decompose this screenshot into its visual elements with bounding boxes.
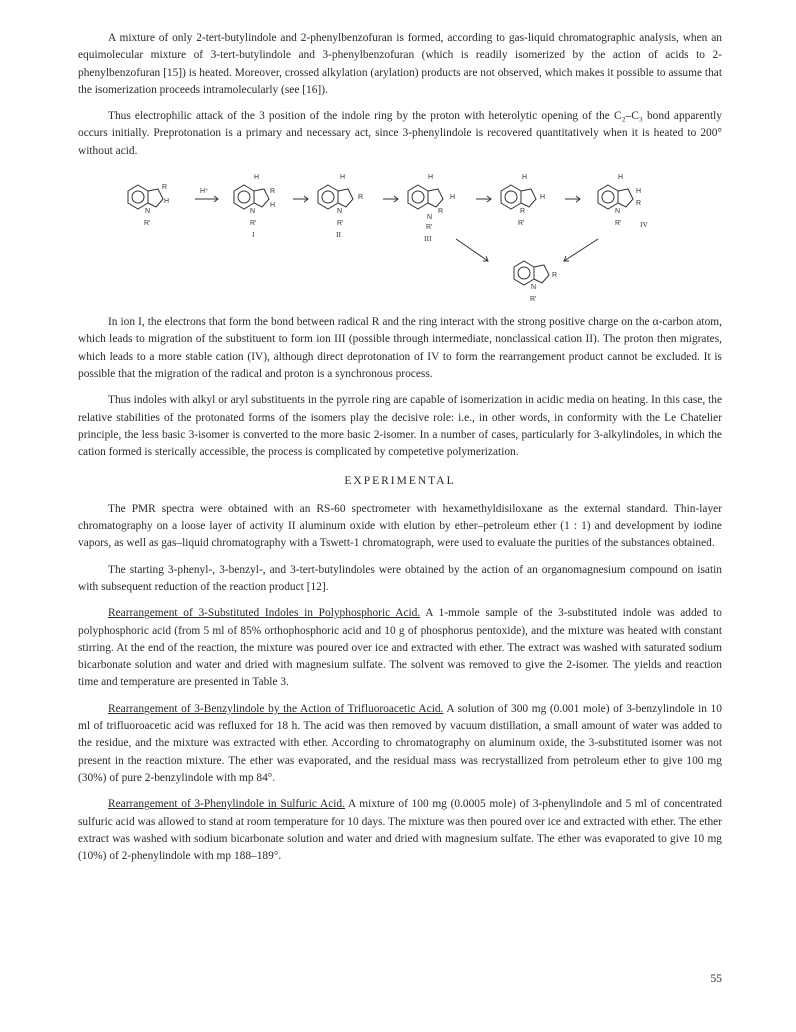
label-R-prime: R' [518, 220, 525, 228]
label-R-prime: R' [615, 220, 622, 228]
label-H: H [618, 174, 624, 182]
label-N: N [531, 284, 537, 292]
paragraph-5: The PMR spectra were obtained with an RS-60 spectrometer with hexamethyldisiloxane as the external standard. Thin-layer chromatography on a loose layer of activity II aluminum oxide with elution by ether–petroleum ether (1 : 1) and development by iodine vapors, as well as gas–liquid chromatography with a Tswett-1 chromatograph, were used to evaluate the purities of the substances obtained. [78, 502, 722, 550]
label-R: R [552, 272, 558, 280]
label-R: R [636, 200, 642, 208]
label-H: H [164, 198, 170, 206]
label-H: H [254, 174, 260, 182]
label-R-prime: R' [426, 224, 433, 232]
label-ion-III: III [424, 234, 432, 244]
label-H-plus: H⁺ [200, 188, 209, 196]
label-R-prime: R' [337, 220, 344, 228]
procedure-title-sulfuric: Rearrangement of 3-Phenylindole in Sulfuric Acid. [108, 798, 345, 811]
label-H: H [540, 194, 546, 202]
cation-IV [598, 185, 633, 209]
label-H: H [636, 188, 642, 196]
label-R-prime: R' [530, 296, 537, 304]
indole-start [128, 185, 163, 209]
label-R-prime: R' [144, 220, 151, 228]
paragraph-7 [78, 605, 722, 691]
label-ion-I: I [252, 230, 255, 240]
label-N: N [337, 208, 343, 216]
label-R: R [270, 188, 276, 196]
label-ion-IV: IV [640, 220, 648, 230]
label-N: N [145, 208, 151, 216]
label-H: H [340, 174, 346, 182]
indole-product [514, 261, 549, 285]
cation-III [408, 185, 443, 209]
label-H: H [270, 202, 276, 210]
procedure-body-ppa: A 1-mmole sample of the 3-substituted indole was added to polyphosphoric acid (from 5 ml of 85% orthophosphoric acid and 10 g of phosphorus pentoxide), and the mixture was heated with constant stirring. At the end of the reaction, the mixture was poured over ice and extracted with ether. The extract was washed with saturated sodium bicarbonate solution and water and dried with magnesium sulfate. The solvent was removed to give the 2-isomer. The yields and reaction time and temperature are presented in Table 3. [78, 607, 722, 689]
label-H: H [522, 174, 528, 182]
label-H: H [450, 194, 456, 202]
paragraph-3: In ion I, the electrons that form the bond between radical R and the ring interact with the strong positive charge on the α-carbon atom, which leads to migration of the substituent to form ion III (possible through intermediate, nonclassical cation II). The proton then migrates, which leads to a more stable cation (IV), although direct deprotonation of IV to form the rearrangement product cannot be excluded. It is possible that the migration of the radical and proton is a synchronous process. [78, 316, 722, 380]
label-R-prime: R' [250, 220, 257, 228]
label-R: R [162, 184, 168, 192]
label-N: N [250, 208, 256, 216]
label-ion-II: II [336, 230, 341, 240]
label-H: H [428, 174, 434, 182]
reaction-scheme [78, 169, 722, 304]
procedure-title-ppa: Rearrangement of 3-Substituted Indoles in Polyphosphoric Acid. [108, 607, 421, 620]
procedure-body-sulfuric: A mixture of 100 mg (0.0005 mole) of 3-phenylindole and 5 ml of concentrated sulfuric acid was allowed to stand at room temperature for 10 days. The mixture was then poured over ice and extracted with ether. The ether extract was washed with sodium bicarbonate solution and water and dried with magnesium sulfate. The ether was evaporated to give 10 mg (10%) of 2-phenylindole with mp 188–189°. [78, 798, 722, 863]
paragraph-6: The starting 3-phenyl-, 3-benzyl-, and 3-tert-butylindoles were obtained by the action of an organomagnesium compound on isatin with subsequent reduction of the reaction product [12]. [78, 563, 722, 593]
label-N: N [615, 208, 621, 216]
label-R: R [438, 208, 444, 216]
cation-I [234, 185, 269, 209]
paragraph-2: Thus electrophilic attack of the 3 position of the indole ring by the proton with heterolytic opening of the C₂–C₃ bond apparently occurs initially. Preprotonation is a primary and necessary act, since 3-phenylindole is recovered quantitatively when it is heated to 200° without acid. [78, 110, 722, 157]
section-heading-experimental: EXPERIMENTAL [344, 475, 456, 488]
label-N: N [427, 214, 433, 222]
paragraph-9 [78, 796, 722, 865]
reaction-scheme-svg [78, 169, 722, 304]
label-R: R [520, 208, 526, 216]
paragraph-8 [78, 701, 722, 787]
paragraph-1: A mixture of only 2-tert-butylindole and 2-phenylbenzofuran is formed, according to gas-liquid chromatographic analysis, when an equimolecular mixture of 3-tert-butylindole and 3-phenylbenzofuran (which is readily isomerized by the action of acids to 2-phenylbenzofuran [15]) is heated. Moreover, crossed alkylation (arylation) products are not observed, which makes it possible to assume that the isomerization proceeds intramolecularly (see [16]). [78, 32, 722, 96]
procedure-title-tfa: Rearrangement of 3-Benzylindole by the Action of Trifluoroacetic Acid. [108, 702, 444, 715]
cation-intermediate [501, 185, 536, 209]
paragraph-4: Thus indoles with alkyl or aryl substituents in the pyrrole ring are capable of isomerization in acidic media on heating. In this case, the relative stabilities of the protonated forms of the isomers play the decisive role: i.e., in other words, in conformity with the Le Chatelier principle, the less basic 3-isomer is converted to the more basic 2-isomer. In a number of cases, particularly for 3-alkylindoles, in which the cation formed is sterically accessible, the process is complicated by competetive polymerization. [78, 394, 722, 459]
procedure-body-tfa: A solution of 300 mg (0.001 mole) of 3-benzylindole in 10 ml of trifluoroacetic acid was refluxed for 18 h. The acid was then removed by vacuum distillation, a small amount of water was added to the residue, and the mixture was extracted with ether. According to chromatography on aluminum oxide, the 3-substituted isomer was not present in the reaction mixture. The ether was evaporated, and the residual mass was recrystallized from petroleum ether to give 100 mg (30%) of pure 2-benzylindole with mp 84°. [78, 702, 722, 784]
page-body [78, 30, 722, 874]
label-R: R [358, 194, 364, 202]
page-number: 55 [710, 973, 722, 985]
cation-II [318, 185, 353, 209]
